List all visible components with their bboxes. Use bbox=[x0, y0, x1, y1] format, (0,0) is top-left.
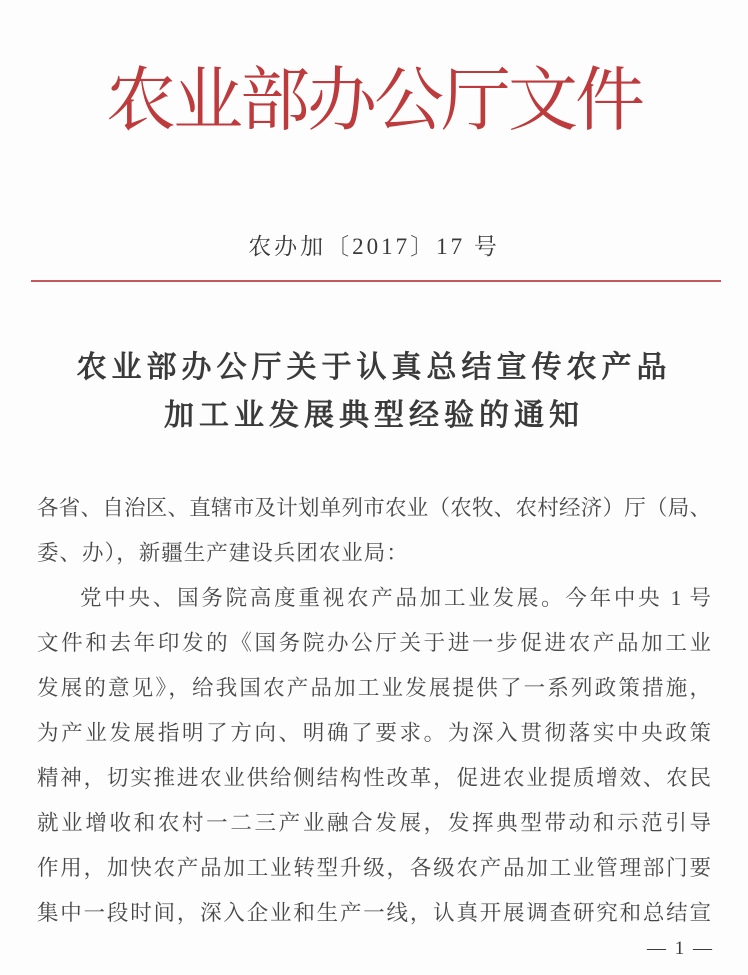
body-line-5: 精神，切实推进农业供给侧结构性改革，促进农业提质增效、农民 bbox=[37, 766, 711, 790]
document-number: 农办加〔2017〕17 号 bbox=[248, 234, 500, 259]
document-title bbox=[0, 344, 748, 440]
body-line-7: 作用，加快农产品加工业转型升级，各级农产品加工业管理部门要 bbox=[37, 856, 711, 880]
document-body bbox=[37, 486, 711, 936]
red-divider-line bbox=[31, 280, 721, 282]
recipient-line-1: 各省、自治区、直辖市及计划单列市农业（农牧、农村经济）厅（局、 bbox=[37, 496, 711, 520]
body-line-1: 党中央、国务院高度重视农产品加工业发展。今年中央 1 号 bbox=[80, 586, 711, 610]
body-line-4: 为产业发展指明了方向、明确了要求。为深入贯彻落实中央政策 bbox=[37, 721, 711, 745]
document-title-line-1: 农业部办公厅关于认真总结宣传农产品 bbox=[76, 351, 672, 384]
body-line-6: 就业增收和农村一二三产业融合发展，发挥典型带动和示范引导 bbox=[37, 811, 711, 835]
body-line-2: 文件和去年印发的《国务院办公厅关于进一步促进农产品加工业 bbox=[37, 631, 711, 655]
document-title-line-2: 加工业发展典型经验的通知 bbox=[164, 399, 584, 432]
document-header-title: 农业部办公厅文件 bbox=[106, 63, 642, 140]
recipient-line-2: 委、办），新疆生产建设兵团农业局： bbox=[37, 541, 409, 565]
body-line-8: 集中一段时间，深入企业和生产一线，认真开展调查研究和总结宣 bbox=[37, 901, 711, 925]
body-line-3: 发展的意见》，给我国农产品加工业发展提供了一系列政策措施， bbox=[37, 676, 711, 700]
page-number: — 1 — bbox=[647, 938, 714, 959]
